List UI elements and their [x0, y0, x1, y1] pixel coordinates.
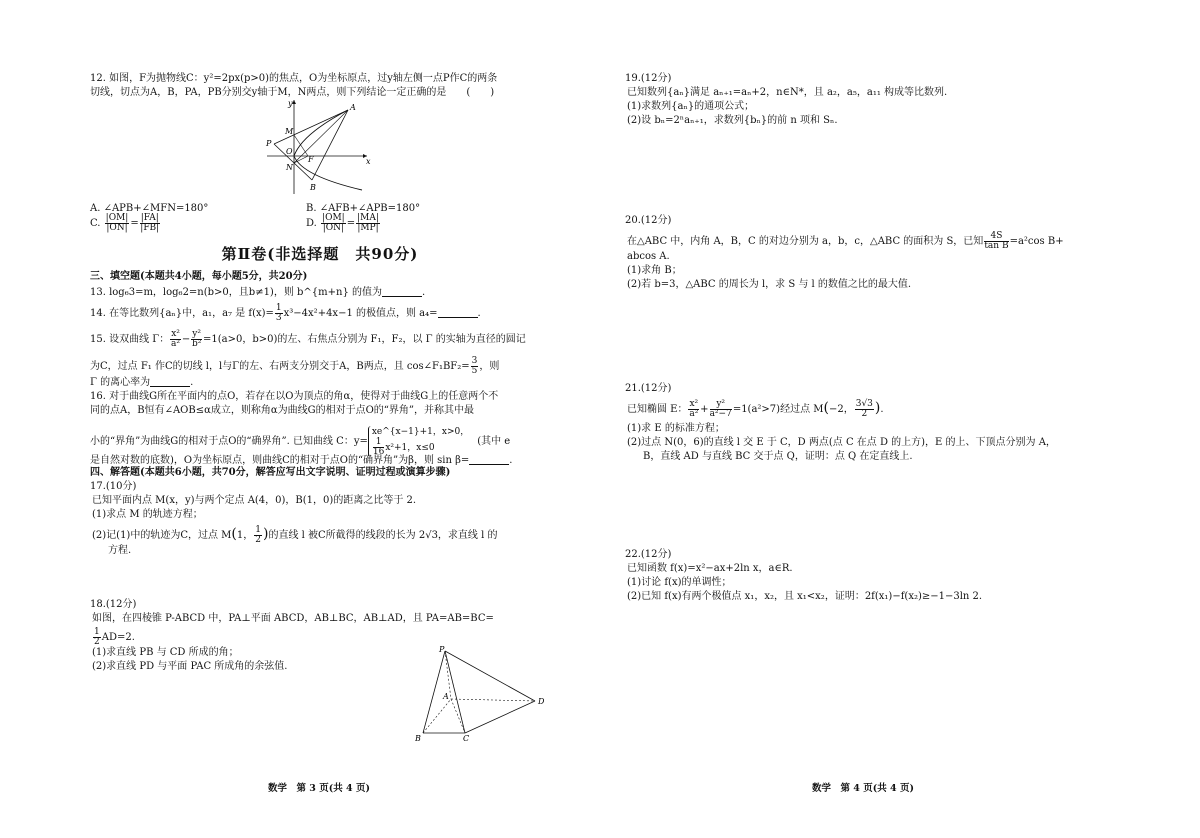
q12-d-frac2 — [356, 214, 380, 233]
q21-l1-pt: −2， — [828, 404, 854, 415]
q21-l1-end: . — [880, 404, 884, 415]
q14-frac-den: 3 — [275, 313, 282, 323]
q15-l3-end: . — [190, 377, 194, 388]
q15-minus: − — [181, 334, 191, 345]
q20-l1-post: =a²cos B+ — [1009, 236, 1064, 247]
q15-n1: x² — [171, 329, 180, 339]
q15-blank — [150, 376, 190, 387]
q19-line1: 已知数列{aₙ}满足 aₙ₊₁=aₙ+2，n∈N*，且 a₂，a₅，a₁₁ 构成等比数列. — [627, 87, 948, 98]
q22-line3: (2)已知 f(x)有两个极值点 x₁，x₂，且 x₁<x₂，证明：2f(x₁)−f(x₂)≥−1−3ln 2. — [627, 591, 983, 602]
q15-line1 — [90, 330, 526, 349]
q22-head: 22.(12分) — [625, 549, 672, 560]
q12-c-frac2 — [140, 214, 160, 233]
q18-head: 18.(12分) — [90, 599, 137, 610]
q14-post: x³−4x²+4x−1 的极值点，则 a₄= — [283, 308, 438, 319]
q17-l3-pre: (2)记(1)中的轨迹为C，过点 M — [92, 530, 232, 541]
fig18-label-D: D — [538, 697, 545, 706]
q21-n1: x² — [689, 399, 699, 409]
q15-line3 — [90, 376, 193, 390]
q12-c-den2: |FB| — [140, 223, 160, 233]
q15-line2 — [90, 357, 499, 376]
q15-l2-frac — [471, 357, 479, 376]
fig12-label-B: B — [310, 183, 316, 192]
q21-n3: 3√3 — [855, 399, 873, 409]
q20-line1 — [627, 232, 1064, 251]
fig12-label-P: P — [266, 139, 272, 148]
fig12-label-A: A — [350, 103, 356, 112]
fig12-label-N: N — [286, 163, 293, 172]
q12-d-num2: |MA| — [357, 213, 379, 223]
q17-line1: 已知平面内点 M(x，y)与两个定点 A(4，0)，B(1，0)的距离之比等于 2. — [92, 495, 417, 506]
q16-line3 — [90, 426, 510, 457]
q21-d1: a² — [689, 409, 699, 419]
footer-page-3: 数学 第 3 页(共 4 页) — [268, 783, 370, 794]
q18-frac-num: 1 — [94, 627, 100, 637]
q12-c-num1: |OM| — [105, 213, 129, 223]
q15-frac2 — [191, 330, 202, 349]
q17-l3-den: 2 — [255, 535, 261, 545]
fig18-label-A: A — [443, 692, 449, 701]
fig12-label-x: x — [366, 157, 371, 166]
q20-frac-num: 4S — [984, 232, 1008, 242]
q21-l1-pre: 已知椭圆 E： — [627, 404, 688, 415]
q12-option-a: A. ∠APB+∠MFN=180° — [90, 203, 209, 214]
answer-header: 四、解答题(本题共6小题，共70分，解答应写出文字说明、证明过程或演算步骤) — [90, 467, 451, 478]
q15-l3: Γ 的离心率为 — [90, 377, 151, 388]
q15-l2-post: ，则 — [479, 361, 500, 372]
q15-l2-pre: 为C，过点 F₁ 作C的切线 l，l与Γ的左、右两支分别交于A，B两点，且 cos∠F₁BF₂= — [90, 361, 470, 372]
q22-line1: 已知函数 f(x)=x²−ax+2ln x，a∈R. — [627, 563, 793, 574]
q16-case2-den: 16 — [372, 447, 385, 457]
section2-title: 第Ⅱ卷(非选择题 共90分) — [221, 245, 419, 263]
q15-post: =1(a>0，b>0)的左、右焦点分别为 F₁，F₂，以 Γ 的实轴为直径的圆记 — [202, 334, 526, 345]
q16-piecewise — [368, 426, 469, 457]
q21-paren-open: ( — [823, 400, 829, 416]
pyramid-figure — [415, 645, 555, 745]
q18-frac — [93, 628, 101, 647]
q17-head: 17.(10分) — [90, 481, 137, 492]
q12-c-frac1 — [105, 214, 130, 233]
q14 — [90, 304, 481, 323]
q13-end: . — [422, 287, 426, 298]
q16-l3-post: (其中 e — [477, 436, 511, 447]
q12-option-b: B. ∠AFB+∠APB=180° — [306, 203, 421, 214]
q21-line3: (2)过点 N(0，6)的直线 l 交 E 于 C，D 两点(点 C 在点 D 的上方)，E 的上、下顶点分别为 A， — [627, 437, 1056, 448]
q20-frac — [984, 232, 1008, 251]
q16-l4-end: . — [509, 455, 513, 466]
q20-line4: (2)若 b=3，△ABC 的周长为 l，求 S 与 l 的数值之比的最大值. — [627, 279, 912, 290]
q17-l3-frac — [254, 526, 262, 545]
q21-n2: y² — [710, 400, 732, 410]
q12-c-den1: |ON| — [106, 223, 128, 233]
fig18-label-C: C — [463, 734, 470, 743]
q18-line2 — [92, 628, 135, 647]
q17-l3-post: 的直线 l 被C所截得的线段的长为 2√3，求直线 l 的 — [268, 530, 498, 541]
q16-l4: 是自然对数的底数)，O为坐标原点，则曲线C的相对于点O的“确界角”为β，则 sin β= — [90, 455, 470, 466]
q21-head: 21.(12分) — [625, 383, 672, 394]
q14-pre: 14. 在等比数列{aₙ}中，a₁，a₇ 是 f(x)= — [90, 308, 274, 319]
q21-line1 — [627, 400, 884, 419]
q15-d2: b² — [191, 339, 202, 349]
q12-line2: 切线，切点为A，B，PA，PB分别交y轴于M，N两点，则下列结论一定正确的是 ( ) — [90, 87, 495, 98]
q15-l2-num: 3 — [471, 356, 478, 366]
q14-frac-num: 1 — [275, 303, 282, 313]
q18-line1: 如图，在四棱锥 P-ABCD 中，PA⊥平面 ABCD，AB⊥BC，AB⊥AD，且 PA=AB=BC= — [92, 613, 494, 624]
q17-line2: (1)求点 M 的轨迹方程； — [92, 509, 203, 520]
q19-line3: (2)设 bₙ=2ⁿaₙ₊₁，求数列{bₙ}的前 n 项和 Sₙ. — [627, 115, 838, 126]
q19-head: 19.(12分) — [625, 73, 672, 84]
q15-d1: a² — [171, 339, 181, 349]
q12-line1: 12. 如图，F为抛物线C：y²=2px(p>0)的焦点，O为坐标原点，过y轴左侧一点P作C的两条 — [90, 73, 498, 84]
q12-d-frac1 — [321, 214, 346, 233]
fill-in-header: 三、填空题(本题共4小题，每小题5分，共20分) — [90, 271, 308, 282]
q15-pre: 15. 设双曲线 Γ： — [90, 334, 170, 345]
q12-d-label: D. — [306, 218, 317, 229]
q12-c-label: C. — [90, 218, 101, 229]
q14-frac — [275, 304, 283, 323]
q18-line4: (2)求直线 PD 与平面 PAC 所成角的余弦值. — [92, 661, 288, 672]
q14-blank — [438, 307, 478, 318]
q20-l1-pre: 在△ABC 中，内角 A，B，C 的对边分别为 a，b，c，△ABC 的面积为 S，已知 — [627, 236, 984, 247]
footer-page-4: 数学 第 4 页(共 4 页) — [812, 783, 914, 794]
q14-end: . — [477, 308, 481, 319]
q21-d2: a²−7 — [709, 409, 732, 419]
q21-frac1 — [688, 400, 699, 419]
q16-line2: 同的点A，B恒有∠AOB≤α成立，则称角α为曲线G的相对于点O的“界角”，并称其中最 — [90, 405, 475, 416]
q20-frac-den: tan B — [984, 241, 1009, 251]
q16-case1: xe^{x−1}+1，x>0， — [371, 427, 470, 437]
q12-c-num2: |FA| — [140, 213, 159, 223]
q17-paren-open: ( — [231, 526, 237, 542]
q16-line1: 16. 对于曲线G所在平面内的点O，若存在以O为顶点的角α，使得对于曲线G上的任意两个不 — [90, 391, 499, 402]
q16-case2-num: 1 — [373, 438, 384, 448]
q21-paren-close: ) — [874, 400, 881, 416]
q21-l1-mid: =1(a²>7)经过点 M — [732, 404, 824, 415]
parabola-figure — [262, 98, 372, 198]
q20-line2: abcos A. — [627, 251, 670, 262]
q12-d-num1: |OM| — [322, 213, 345, 223]
q17-l3-num: 1 — [255, 525, 261, 535]
q20-head: 20.(12分) — [625, 215, 672, 226]
q19-line2: (1)求数列{aₙ}的通项公式； — [627, 101, 755, 112]
q17-line4: 方程. — [108, 545, 132, 556]
q21-plus: + — [700, 404, 709, 415]
q18-line3: (1)求直线 PB 与 CD 所成的角； — [92, 647, 239, 658]
q12-option-c — [90, 214, 161, 233]
fig12-label-F: F — [308, 155, 314, 164]
q15-frac1 — [170, 330, 181, 349]
q17-line3 — [92, 526, 498, 545]
q16-l3-pre: 小的“界角”为曲线G的相对于点O的“确界角”. 已知曲线 C：y= — [90, 436, 368, 447]
q12-d-den2: |MP| — [357, 223, 379, 233]
q17-paren-close: ) — [262, 526, 269, 542]
q18-frac-den: 2 — [94, 637, 100, 647]
q13-blank — [382, 286, 422, 297]
q16-blank — [469, 454, 509, 465]
q12-d-den1: |ON| — [322, 223, 345, 233]
q21-d3: 2 — [861, 409, 868, 419]
q12-c-eq: = — [130, 218, 139, 229]
q21-frac3 — [855, 400, 874, 419]
q15-n2: y² — [192, 329, 201, 339]
q22-line2: (1)讨论 f(x)的单调性； — [627, 577, 732, 588]
fig12-label-O: O — [286, 147, 293, 156]
q13 — [90, 286, 425, 300]
fig12-label-y: y — [288, 99, 293, 108]
q15-l2-den: 5 — [471, 366, 478, 376]
q17-l3-a: 1， — [236, 530, 254, 541]
q12-option-d — [306, 214, 381, 233]
q21-line2: (1)求 E 的标准方程； — [627, 423, 725, 434]
q13-text: 13. log₆3=m，log₆2=n(b>0，且b≠1)，则 b^{m+n} 的值为 — [90, 287, 382, 298]
q12-d-eq: = — [346, 218, 356, 229]
q18-l2-post: AD=2. — [101, 632, 135, 643]
fig18-label-P: P — [439, 645, 445, 654]
q16-case2-post: x²+1，x≤0 — [385, 443, 435, 453]
q21-frac2 — [710, 400, 732, 419]
fig18-label-B: B — [415, 734, 421, 743]
q21-line4: B，直线 AD 与直线 BC 交于点 Q，证明：点 Q 在定直线上. — [643, 451, 913, 462]
fig12-label-M: M — [285, 127, 294, 136]
q20-line3: (1)求角 B； — [627, 265, 682, 276]
